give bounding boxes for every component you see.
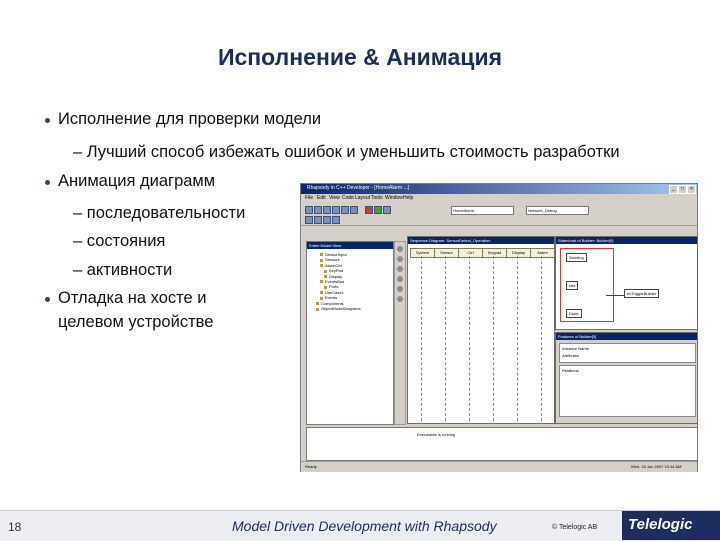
lifeline bbox=[469, 256, 470, 421]
bullet-3-line-2: целевом устройстве bbox=[58, 313, 214, 331]
lifeline-head[interactable]: Alarm bbox=[530, 248, 555, 258]
menu-file[interactable]: File bbox=[305, 195, 314, 201]
menu-code[interactable]: Code bbox=[342, 195, 354, 201]
model-browser bbox=[306, 241, 394, 425]
tree-item[interactable]: SensorInput bbox=[310, 252, 361, 257]
relations-list bbox=[559, 365, 696, 417]
lifeline-head[interactable]: Sensor bbox=[434, 248, 459, 258]
window-titlebar bbox=[301, 184, 697, 194]
note-icon[interactable] bbox=[397, 296, 403, 302]
folder-icon bbox=[320, 253, 323, 256]
cut-icon[interactable] bbox=[332, 206, 340, 214]
output-pane bbox=[306, 427, 698, 461]
project-combo[interactable]: HomeAlarm bbox=[451, 206, 514, 215]
menu-tools[interactable]: Tools bbox=[371, 195, 383, 201]
tree-item[interactable]: Ports bbox=[310, 284, 361, 289]
bullet-dot bbox=[45, 297, 50, 302]
lifeline bbox=[541, 256, 542, 421]
new-icon[interactable] bbox=[305, 206, 313, 214]
folder-icon bbox=[316, 308, 319, 311]
features-row: Instance Name bbox=[562, 346, 589, 351]
subbullet-2: – последовательности bbox=[73, 204, 246, 222]
condition-icon[interactable] bbox=[397, 286, 403, 292]
features-title: Features of Builder[0] bbox=[556, 333, 697, 340]
state-box[interactable]: Done bbox=[566, 309, 582, 318]
event-icon[interactable] bbox=[332, 216, 340, 224]
paste-icon[interactable] bbox=[350, 206, 358, 214]
stop-icon[interactable] bbox=[365, 206, 373, 214]
trace-icon[interactable] bbox=[314, 216, 322, 224]
pointer-icon[interactable] bbox=[397, 246, 403, 252]
timer-icon[interactable] bbox=[397, 276, 403, 282]
features-table bbox=[559, 343, 696, 363]
tree-item[interactable]: Sensors bbox=[310, 257, 361, 262]
state-box[interactable]: Sending bbox=[566, 253, 587, 262]
folder-icon bbox=[320, 280, 323, 283]
sequence-title: Sequence Diagram: SensorDetect_Operation bbox=[408, 237, 554, 244]
page-number: 18 bbox=[8, 520, 22, 534]
tree-item[interactable]: KeyPad bbox=[310, 268, 361, 273]
status-text: Ready bbox=[305, 464, 317, 469]
menu-help[interactable]: Help bbox=[403, 195, 414, 201]
tree-item[interactable]: Components bbox=[310, 301, 361, 306]
statechart bbox=[555, 236, 698, 330]
tree bbox=[310, 252, 361, 311]
class-icon bbox=[324, 275, 327, 278]
animate-icon[interactable] bbox=[305, 216, 313, 224]
features-row: Relations bbox=[562, 368, 579, 373]
toolbar bbox=[301, 203, 697, 226]
lifeline bbox=[445, 256, 446, 421]
save-icon[interactable] bbox=[323, 206, 331, 214]
folder-icon bbox=[316, 302, 319, 305]
copyright: © Telelogic AB bbox=[552, 524, 598, 531]
lifeline bbox=[493, 256, 494, 421]
lifeline bbox=[421, 256, 422, 421]
class-icon bbox=[324, 270, 327, 273]
close-icon[interactable]: × bbox=[687, 185, 696, 194]
subbullet-1: – Лучший способ избежать ошибок и уменьшить стоимость разработки bbox=[73, 143, 620, 161]
lifeline-head[interactable]: Display bbox=[506, 248, 531, 258]
copy-icon[interactable] bbox=[341, 206, 349, 214]
features-window bbox=[555, 332, 698, 424]
bullet-1: Исполнение для проверки модели bbox=[58, 110, 322, 128]
bullet-2: Анимация диаграмм bbox=[58, 172, 216, 190]
status-bar bbox=[301, 461, 697, 472]
port-icon bbox=[324, 286, 327, 289]
subbullet-3: – состояния bbox=[73, 232, 166, 250]
folder-icon bbox=[320, 259, 323, 262]
subbullet-4: – активности bbox=[73, 261, 173, 279]
folder-icon bbox=[320, 297, 323, 300]
lifeline-head[interactable]: System bbox=[410, 248, 435, 258]
tree-item[interactable]: AlarmCtrl bbox=[310, 263, 361, 268]
tree-item[interactable]: Display bbox=[310, 274, 361, 279]
menu-bar bbox=[301, 194, 697, 203]
tree-item[interactable]: EventsBus bbox=[310, 279, 361, 284]
logo-text: Telelogic bbox=[628, 516, 693, 533]
lifeline-head[interactable]: Keypad bbox=[482, 248, 507, 258]
bullet-dot bbox=[45, 180, 50, 185]
sequence-diagram bbox=[407, 236, 555, 424]
folder-icon bbox=[320, 264, 323, 267]
footer-text: Model Driven Development with Rhapsody bbox=[232, 518, 497, 534]
tree-item[interactable]: Events bbox=[310, 295, 361, 300]
step-icon[interactable] bbox=[383, 206, 391, 214]
window-title: Rhapsody in C++ Developer - [HomeAlarm ...] bbox=[307, 185, 409, 191]
tree-item[interactable]: ObjectModelDiagrams bbox=[310, 306, 361, 311]
bullet-dot bbox=[45, 118, 50, 123]
message-icon[interactable] bbox=[397, 266, 403, 272]
statechart-title: Statechart of Builder: Builder[0] bbox=[556, 237, 697, 244]
output-text: Executable is running bbox=[417, 432, 456, 437]
transition-label[interactable]: evTriggerBuilder bbox=[624, 289, 659, 298]
menu-window[interactable]: Window bbox=[385, 195, 403, 201]
menu-view[interactable]: View bbox=[329, 195, 340, 201]
lifeline bbox=[517, 256, 518, 421]
minimize-icon[interactable]: _ bbox=[669, 185, 678, 194]
tool-palette bbox=[394, 241, 406, 425]
lifeline-head[interactable]: Ctrl bbox=[458, 248, 483, 258]
browser-title: Entire Model View bbox=[307, 242, 393, 249]
tree-item[interactable]: UseCases bbox=[310, 290, 361, 295]
rhapsody-screenshot bbox=[300, 183, 698, 472]
slide-title: Исполнение & Анимация bbox=[217, 44, 503, 70]
features-row: Attributes bbox=[562, 353, 579, 358]
config-combo[interactable]: Network_Debug bbox=[526, 206, 589, 215]
breakpoint-icon[interactable] bbox=[323, 216, 331, 224]
maximize-icon[interactable]: □ bbox=[678, 185, 687, 194]
bullet-3-line-1: Отладка на хосте и bbox=[58, 289, 207, 307]
menu-layout[interactable]: Layout bbox=[355, 195, 371, 201]
open-icon[interactable] bbox=[314, 206, 322, 214]
run-icon[interactable] bbox=[374, 206, 382, 214]
state-box[interactable]: Idle bbox=[566, 281, 578, 290]
instance-icon[interactable] bbox=[397, 256, 403, 262]
status-time: Wed, 15 Jun 2007 10:14 AM bbox=[631, 464, 682, 469]
transition-arrow bbox=[606, 295, 624, 296]
folder-icon bbox=[320, 291, 323, 294]
menu-edit[interactable]: Edit bbox=[317, 195, 326, 201]
